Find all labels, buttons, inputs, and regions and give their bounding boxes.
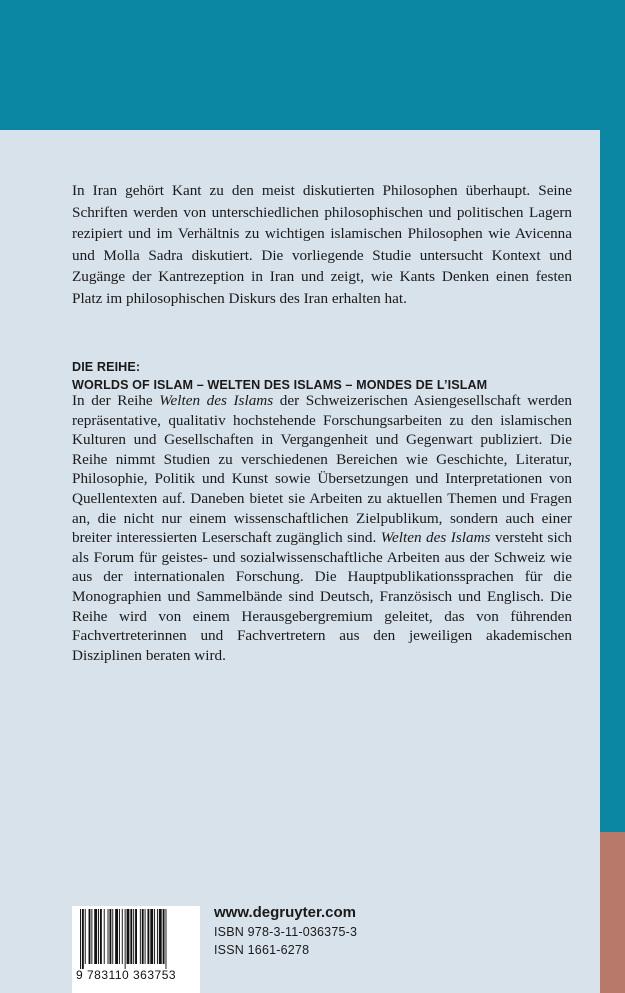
- barcode-bar: [104, 909, 105, 964]
- series-title-italic: Welten des Islams: [380, 529, 491, 547]
- barcode-bar: [133, 909, 134, 964]
- barcode-bar: [94, 909, 97, 964]
- publisher-info: [214, 903, 357, 959]
- barcode-bar: [80, 909, 81, 969]
- barcode-bar: [154, 909, 155, 964]
- barcode-bar: [85, 909, 86, 964]
- side-accent-stripe: [600, 832, 625, 993]
- barcode-bar: [166, 909, 167, 969]
- barcode-bar: [91, 909, 92, 964]
- issn-number: ISSN 1661-6278: [214, 943, 310, 957]
- barcode-bar: [119, 909, 120, 964]
- series-heading-label: DIE REIHE:: [72, 360, 141, 374]
- barcode-bar: [159, 909, 162, 964]
- barcode-digits: 9 783110 363753: [76, 968, 177, 982]
- barcode-bar: [145, 909, 146, 964]
- barcode-bar: [108, 909, 109, 964]
- barcode-bar: [150, 909, 153, 964]
- series-heading: [72, 358, 592, 394]
- series-text-part: versteht sich als Forum für geistes- und sozialwissenschaftliche Arbeiten aus der Schweiz wie aus der internationalen Forschung. Die Hauptpublikationssprachen für die Monographien und Sammelbände sind Deutsch, Französisch und Englisch. Die Reihe wird von einem Herausgebergremium geleitet, das von führenden Fachvertreterinnen und Fachvertretern aus den jeweiligen akademischen Disziplinen beraten wird.: [72, 529, 572, 664]
- isbn-barcode: [72, 906, 200, 993]
- barcode-bar: [100, 909, 102, 964]
- series-description: [72, 391, 572, 665]
- barcode-bar: [109, 909, 111, 964]
- book-description: In Iran gehört Kant zu den meist diskutierten Philosophen überhaupt. Seine Schriften werden von unterschiedlichen philosophischen und politischen Lagern rezipiert und im Verhältnis zu wichtigen islamischen Philosophen wie Avicenna und Molla Sadra diskutiert. Die vorliegende Studie untersucht Kontext und Zugänge der Kantrezeption in Iran und zeigt, wie Kants Denken einen festen Platz im philosophischen Diskurs des Iran erhalten hat.: [72, 182, 572, 307]
- barcode-bar: [130, 909, 132, 964]
- barcode-bar: [127, 909, 130, 964]
- series-title-italic: Welten des Islams: [159, 392, 274, 409]
- barcode-bar: [135, 909, 137, 964]
- barcode-bar: [142, 909, 144, 964]
- barcode-bar: [89, 909, 91, 964]
- series-text-part: In der Reihe: [72, 392, 160, 409]
- barcode-bar: [147, 909, 149, 964]
- barcode-bar: [112, 909, 113, 964]
- barcode-bar: [125, 909, 126, 969]
- publisher-url: www.degruyter.com: [214, 904, 356, 921]
- series-text-part: der Schweizerischen Asiengesellschaft werden repräsentative, qualitativ hochstehende Forschungsarbeiten zu den islamischen Kulturen und Gesellschaften in Vergangenheit und Gegenwart publiziert. Die Reihe nimmt Studien zu verschiedenen Bereichen wie Geschichte, Literatur, Philosophie, Politik und Kunst sowie Übersetzungen und Interpretationen von Quellentexten auf. Daneben bietet sie Arbeiten zu aktuellen Themen und Fragen an, die nicht nur einem wissenschaftlichen Zielpublikum, sondern auch einer breiter interessierten Leserschaft zugänglich sind.: [72, 392, 572, 547]
- barcode-bar: [122, 909, 123, 964]
- barcode-bar: [98, 909, 99, 964]
- barcode-bar: [163, 909, 165, 964]
- barcode-bar: [157, 909, 158, 964]
- barcode-bar: [140, 909, 141, 964]
- barcode-bar: [82, 909, 84, 969]
- series-heading-title: WORLDS OF ISLAM – WELTEN DES ISLAMS – MONDES DE L’ISLAM: [72, 378, 488, 392]
- barcode-bar: [115, 909, 118, 964]
- barcode-bars-icon: [80, 909, 192, 969]
- isbn-number: ISBN 978-3-11-036375-3: [214, 925, 358, 939]
